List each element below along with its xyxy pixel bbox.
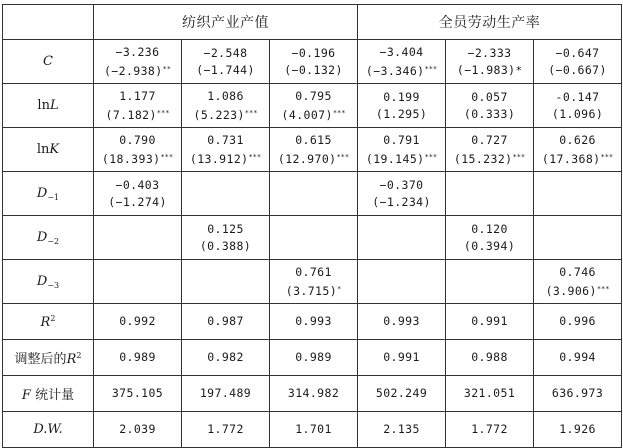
coef-cell [534,84,622,128]
row-label-r2: $R^2$ [3,304,94,340]
table-row-r2 [3,304,622,340]
significance-stars: ** [162,64,172,73]
coef-cell [534,172,622,216]
coefficient-value: −0.647 [555,45,600,60]
stat-cell [270,376,358,412]
t-value: (−0.667) [548,62,607,77]
coefficient-value: 1.177 [119,88,156,103]
t-value: (12.970) [277,151,337,166]
coef-cell [358,84,446,128]
stat-cell [94,412,182,448]
significance-stars: *** [332,108,346,117]
stat-value: 0.988 [471,350,508,364]
stat-value: 1.926 [559,422,596,436]
coef-cell [358,128,446,172]
table-row-d-2 [3,216,622,260]
table-row-c [3,40,622,84]
stat-cell [534,304,622,340]
coef-cell [182,172,270,216]
table-row-d-1 [3,172,622,216]
stat-value: 2.039 [119,422,156,436]
stat-cell [534,340,622,376]
row-label-f-stat: F 统计量 [3,376,94,412]
coefficient-value: 0.626 [559,132,596,147]
stat-value: 0.993 [383,314,420,328]
row-label-dw: D.W. [3,412,94,448]
stat-cell [446,304,534,340]
stat-value: 0.989 [119,350,156,364]
coef-cell [446,216,534,260]
t-value: (3.906) [545,283,597,298]
t-statistic [358,194,445,211]
coefficient-value: 0.199 [383,89,420,104]
t-value: (0.394) [463,238,516,253]
t-value: (−0.132) [284,62,343,77]
row-label-lnl: lnL [3,84,94,128]
stat-value: 0.993 [295,314,332,328]
stat-value: 1.701 [295,422,332,436]
t-statistic [358,61,445,80]
significance-stars: *** [336,152,350,161]
stat-value: 0.987 [207,314,244,328]
significance-stars: *** [512,152,526,161]
significance-stars: *** [160,152,174,161]
stat-cell [358,412,446,448]
t-value: (−1.234) [372,194,431,209]
t-statistic [270,105,357,124]
group-header-textile-output: 纺织产业产值 [94,5,358,40]
table-row-d-3 [3,260,622,304]
table-row-adj-r2 [3,340,622,376]
significance-stars: *** [156,108,170,117]
coefficient-value: −0.196 [291,45,336,60]
coefficient-value: 0.125 [207,221,244,236]
t-value: (15.232) [453,151,513,166]
t-statistic [534,281,621,300]
coef-cell [270,84,358,128]
table-row-dw [3,412,622,448]
coef-cell [182,128,270,172]
t-statistic [358,149,445,168]
stat-value: 314.982 [287,386,340,400]
stat-cell [94,376,182,412]
coef-cell [94,172,182,216]
coefficient-value: −3.404 [379,44,424,59]
group-header-labor-productivity: 全员劳动生产率 [358,5,622,40]
coefficient-value: 0.057 [471,89,508,104]
t-value: (1.295) [375,106,428,121]
table-row-lnk [3,128,622,172]
stat-cell [446,376,534,412]
coef-cell [270,172,358,216]
significance-stars: *** [424,152,438,161]
row-label-adj-r2: 调整后的$R^2$ [3,340,94,376]
row-label-d-3: $D_{-3}$ [3,260,94,304]
coef-cell [94,260,182,304]
stat-value: 0.991 [383,350,420,364]
stat-cell [534,412,622,448]
t-statistic [446,238,533,255]
stat-cell [534,376,622,412]
t-statistic [446,62,533,79]
t-statistic [358,106,445,123]
coefficient-value: 0.795 [295,88,332,103]
t-value: (3.715) [285,283,338,298]
t-statistic [94,105,181,124]
stat-value: 375.105 [111,386,164,400]
t-statistic [446,149,533,168]
t-value: (−1.983) [456,62,516,77]
coef-cell [534,128,622,172]
coef-cell [270,40,358,84]
stat-cell [182,304,270,340]
stat-cell [358,376,446,412]
coef-cell [182,260,270,304]
coef-cell [446,128,534,172]
coef-cell [358,40,446,84]
t-statistic [446,106,533,123]
stat-cell [270,304,358,340]
header-row [3,5,622,40]
t-statistic [534,62,621,79]
coef-cell [270,128,358,172]
t-value: (17.368) [541,151,601,166]
stat-value: 1.772 [471,422,508,436]
stat-value: 0.991 [471,314,508,328]
stat-cell [182,340,270,376]
t-value: (1.096) [551,106,604,121]
t-statistic [182,149,269,168]
t-value: (0.388) [199,238,252,253]
coef-cell [94,84,182,128]
significance-stars: * [337,284,342,293]
stat-value: 1.772 [207,422,244,436]
stat-value: 502.249 [375,386,428,400]
t-value: (5.223) [193,107,245,122]
coefficient-value: −3.236 [115,44,160,59]
coefficient-value: 0.615 [295,132,332,147]
significance-stars: *** [600,152,614,161]
coefficient-value: 0.120 [471,221,508,236]
significance-stars: *** [596,284,610,293]
t-value: (−2.938) [103,63,163,78]
significance-stars: * [515,63,523,77]
coef-cell [358,172,446,216]
t-value: (7.182) [105,107,157,122]
coefficient-value: 1.086 [207,88,244,103]
coef-cell [446,84,534,128]
coefficient-value: -0.147 [555,89,600,104]
coefficient-value: −0.370 [379,177,424,192]
significance-stars: *** [248,152,262,161]
stat-value: 0.989 [295,350,332,364]
t-statistic [270,62,357,79]
stat-cell [358,304,446,340]
stat-cell [270,412,358,448]
coefficient-value: 0.746 [559,264,596,279]
t-value: (19.145) [365,151,425,166]
stat-cell [94,340,182,376]
coef-cell [94,128,182,172]
coefficient-value: 0.790 [119,132,156,147]
row-label-d-2: $D_{-2}$ [3,216,94,260]
coef-cell [94,40,182,84]
regression-results-table [2,4,622,448]
t-statistic [182,105,269,124]
t-statistic [182,238,269,255]
t-value: (13.912) [189,151,249,166]
coef-cell [534,216,622,260]
stat-value: 0.992 [119,314,156,328]
t-value: (−3.346) [365,63,425,78]
corner-cell [3,5,94,40]
coef-cell [182,216,270,260]
table-row-lnl [3,84,622,128]
row-label-c: C [3,40,94,84]
coefficient-value: 0.791 [383,132,420,147]
t-statistic [182,62,269,79]
t-statistic [270,281,357,300]
coef-cell [358,260,446,304]
stat-value: 636.973 [551,386,604,400]
stat-value: 0.982 [207,350,244,364]
t-value: (0.333) [463,106,516,121]
t-statistic [94,149,181,168]
t-statistic [94,194,181,211]
coefficient-value: 0.731 [207,132,244,147]
t-value: (−1.744) [196,62,255,77]
t-statistic [270,149,357,168]
coef-cell [358,216,446,260]
coef-cell [182,84,270,128]
stat-value: 321.051 [463,386,516,400]
stat-cell [270,340,358,376]
t-statistic [534,149,621,168]
coef-cell [270,216,358,260]
stat-cell [446,412,534,448]
t-statistic [534,106,621,123]
coef-cell [270,260,358,304]
table-row-f-stat [3,376,622,412]
coef-cell [182,40,270,84]
stat-value: 0.996 [559,314,596,328]
coefficient-value: −2.333 [467,45,512,60]
coef-cell [446,172,534,216]
coef-cell [534,40,622,84]
stat-cell [182,412,270,448]
stat-value: 197.489 [199,386,252,400]
t-statistic [94,61,181,80]
coefficient-value: −0.403 [115,177,160,192]
significance-stars: *** [424,64,438,73]
coefficient-value: −2.548 [203,45,248,60]
coefficient-value: 0.761 [295,264,332,279]
stat-value: 2.135 [383,422,420,436]
t-value: (18.393) [101,151,161,166]
stat-cell [446,340,534,376]
coef-cell [534,260,622,304]
row-label-lnk: lnK [3,128,94,172]
stat-cell [182,376,270,412]
row-label-d-1: $D_{-1}$ [3,172,94,216]
stat-value: 0.994 [559,350,596,364]
significance-stars: *** [244,108,258,117]
coef-cell [446,260,534,304]
stat-cell [358,340,446,376]
t-value: (4.007) [281,107,333,122]
coef-cell [446,40,534,84]
t-value: (−1.274) [108,194,167,209]
coef-cell [94,216,182,260]
coefficient-value: 0.727 [471,132,508,147]
stat-cell [94,304,182,340]
